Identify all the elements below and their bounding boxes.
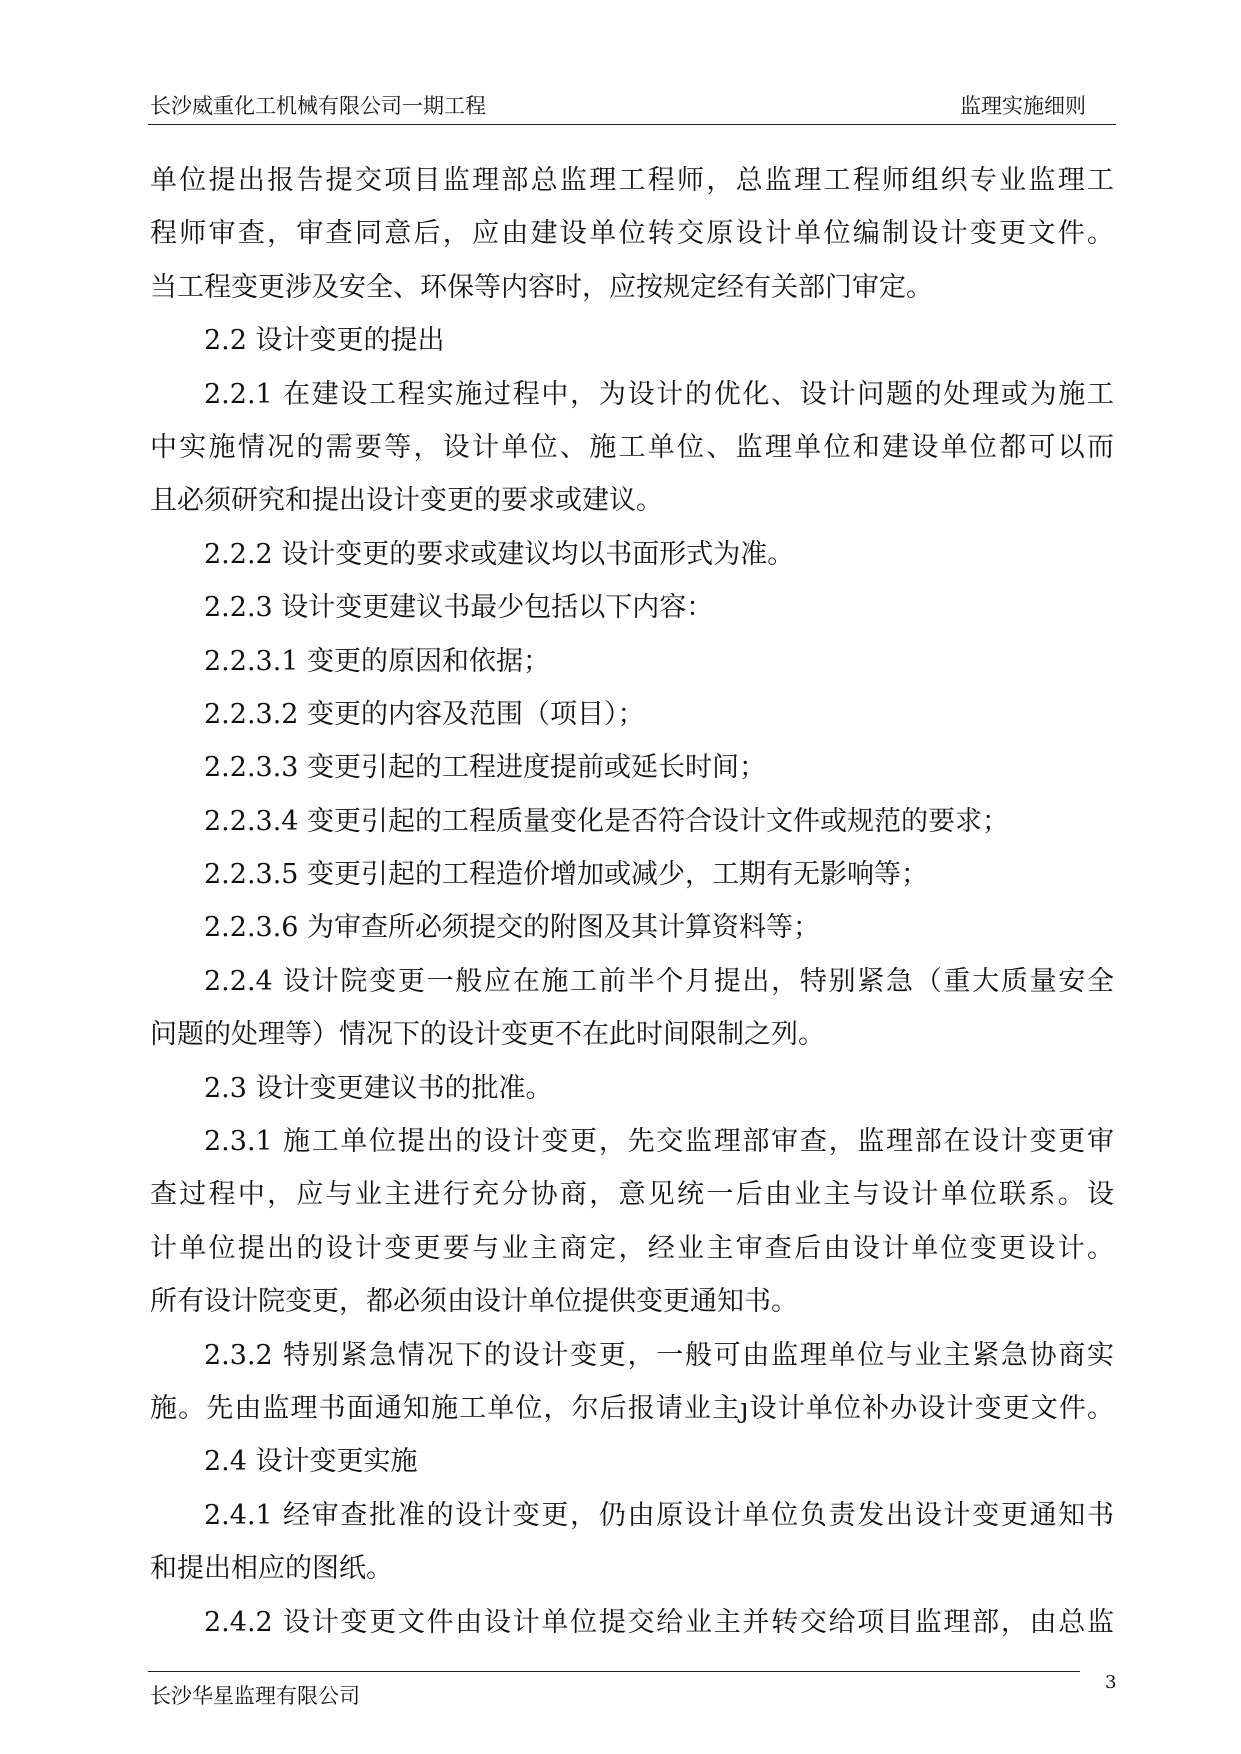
text-line: 当工程变更涉及安全、环保等内容时，应按规定经有关部门审定。 xyxy=(150,271,933,303)
text-line: 2.2.3.3 变更引起的工程进度提前或延长时间； xyxy=(204,752,767,784)
page-number: 3 xyxy=(1105,1672,1117,1693)
text-line: 2.2.2 设计变更的要求或建议均以书面形式为准。 xyxy=(204,538,795,570)
text-line: 2.2.1 在建设工程实施过程中，为设计的优化、设计问题的处理或为施工 xyxy=(204,378,1114,410)
text-line: 所有设计院变更，都必须由设计单位提供变更通知书。 xyxy=(150,1286,798,1318)
footer-company: 长沙华星监理有限公司 xyxy=(150,1684,360,1708)
document-body xyxy=(150,154,1114,1649)
text-line: 2.4.1 经审查批准的设计变更，仍由原设计单位负责发出设计变更通知书 xyxy=(204,1499,1114,1531)
text-line: 计单位提出的设计变更要与业主商定，经业主审查后由设计单位变更设计。 xyxy=(150,1232,1114,1264)
text-line: 程师审查，审查同意后，应由建设单位转交原设计单位编制设计变更文件。 xyxy=(150,218,1114,250)
text-line: 2.2.3.6 为审查所必须提交的附图及其计算资料等； xyxy=(204,912,821,944)
header-document-type: 监理实施细则 xyxy=(960,94,1086,118)
text-line: 2.2.3.2 变更的内容及范围（项目）； xyxy=(204,698,645,730)
text-line: 2.2.3.4 变更引起的工程质量变化是否符合设计文件或规范的要求； xyxy=(204,805,1010,837)
page-header xyxy=(148,86,1116,125)
text-line: 2.2.3.5 变更引起的工程造价增加或减少，工期有无影响等； xyxy=(204,859,929,891)
text-line: 中实施情况的需要等，设计单位、施工单位、监理单位和建设单位都可以而 xyxy=(150,431,1114,463)
text-line: 2.3.1 施工单位提出的设计变更，先交监理部审查，监理部在设计变更审 xyxy=(204,1126,1114,1158)
text-line: 2.2.3 设计变更建议书最少包括以下内容： xyxy=(204,592,714,624)
text-line: 问题的处理等）情况下的设计变更不在此时间限制之列。 xyxy=(150,1019,825,1051)
text-line: 施。先由监理书面通知施工单位，尔后报请业主ȷ设计单位补办设计变更文件。 xyxy=(150,1392,1114,1424)
text-line: 2.4.2 设计变更文件由设计单位提交给业主并转交给项目监理部，由总监 xyxy=(204,1606,1114,1638)
text-line: 2.2 设计变更的提出 xyxy=(204,325,445,357)
text-line: 且必须研究和提出设计变更的要求或建议。 xyxy=(150,485,663,517)
text-line: 单位提出报告提交项目监理部总监理工程师，总监理工程师组织专业监理工 xyxy=(150,165,1114,196)
text-line: 查过程中，应与业主进行充分协商，意见统一后由业主与设计单位联系。设 xyxy=(150,1179,1114,1211)
text-line: 2.2.4 设计院变更一般应在施工前半个月提出，特别紧急（重大质量安全 xyxy=(204,965,1114,997)
header-project-title: 长沙威重化工机械有限公司一期工程 xyxy=(150,94,486,118)
text-line: 2.2.3.1 变更的原因和依据； xyxy=(204,645,551,677)
text-line: 和提出相应的图纸。 xyxy=(150,1553,393,1585)
text-line: 2.3 设计变更建议书的批准。 xyxy=(204,1072,553,1104)
footer-rule xyxy=(148,1671,1080,1672)
text-line: 2.3.2 特别紧急情况下的设计变更，一般可由监理单位与业主紧急协商实 xyxy=(204,1339,1114,1371)
text-line: 2.4 设计变更实施 xyxy=(204,1446,418,1478)
